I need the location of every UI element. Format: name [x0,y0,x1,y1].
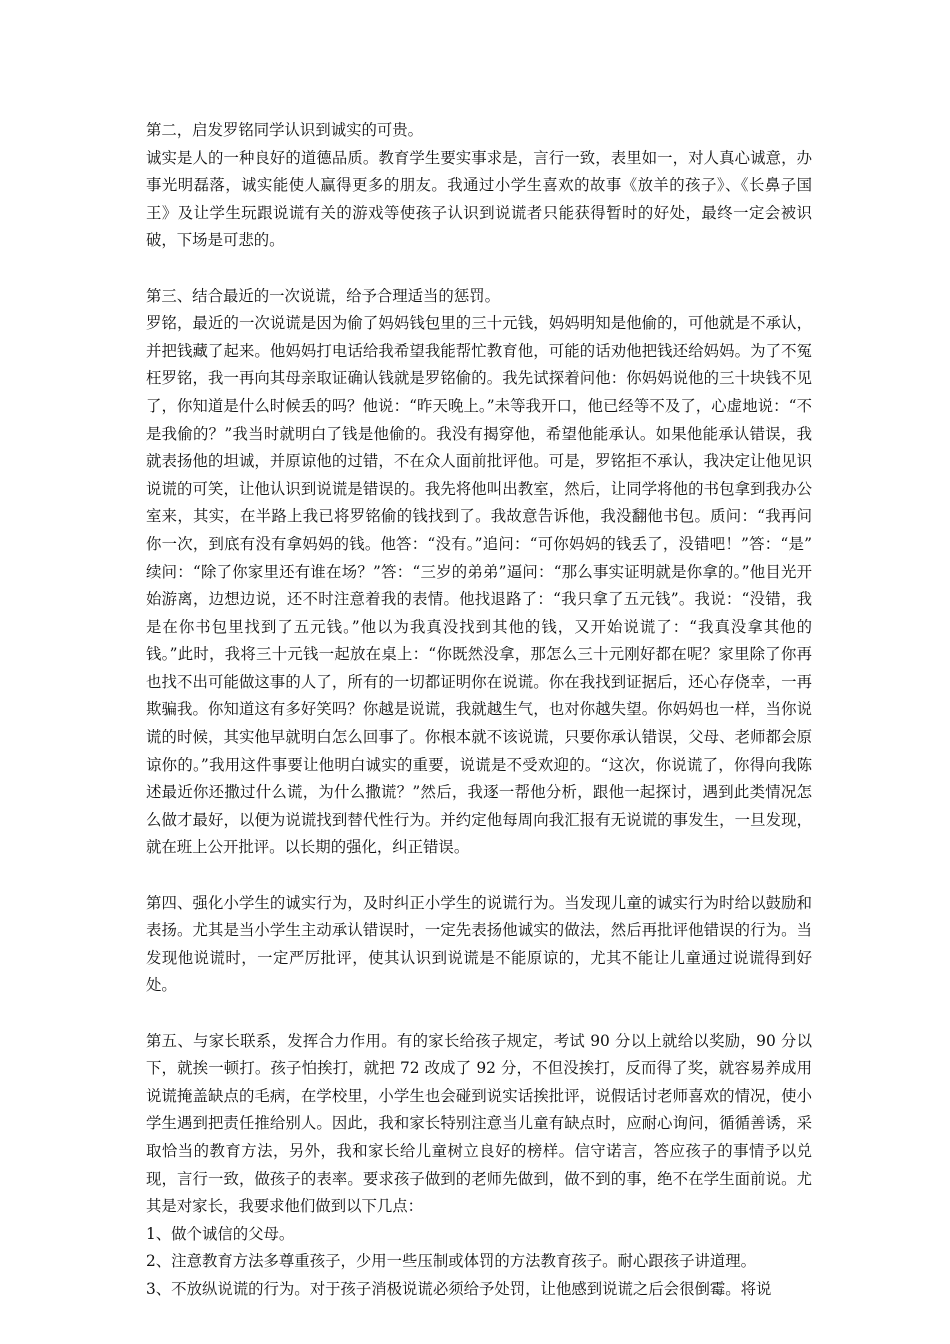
list-item: 3、不放纵说谎的行为。对于孩子消极说谎必须给予处罚，让他感到说谎之后会很倒霉。将说 [146,1279,772,1298]
section-three-heading: 第三、结合最近的一次说谎，给予合理适当的惩罚。 [146,286,500,305]
section-three [146,283,812,862]
list-item: 1、做个诚信的父母。 [146,1224,295,1243]
section-five-body: 第五、与家长联系，发挥合力作用。有的家长给孩子规定，考试 90 分以上就给以奖励，90 分以下，就挨一顿打。孩子怕挨打，就把 72 改成了 92 分，不但没挨打，反而得了奖，就容易养成用说谎掩盖缺点的毛病，在学校里，小学生也会碰到说实话挨批评，说假话讨老师喜欢的情况，使小学生遇到把责任推给别人。因此，我和家长特别注意当儿童有缺点时，应耐心询问，循循善诱，采取恰当的教育方法，另外，我和家长给儿童树立良好的榜样。信守诺言，答应孩子的事情予以兑现，言行一致，做孩子的表率。要求孩子做到的老师先做到，做不到的事，绝不在学生面前说。尤其是对家长，我要求他们做到以下几点： [146,1031,812,1216]
document-page [146,117,812,1304]
section-three-body: 罗铭，最近的一次说谎是因为偷了妈妈钱包里的三十元钱，妈妈明知是他偷的，可他就是不承认，并把钱藏了起来。他妈妈打电话给我希望我能帮忙教育他，可能的话劝他把钱还给妈妈。为了不冤枉罗铭，我一再向其母亲取证确认钱就是罗铭偷的。我先试探着问他：你妈妈说他的三十块钱不见了，你知道是什么时候丢的吗？他说：“昨天晚上。”未等我开口，他已经等不及了，心虚地说：“不是我偷的？”我当时就明白了钱是他偷的。我没有揭穿他，希望他能承认。如果他能承认错误，我就表扬他的坦诚，并原谅他的过错，不在众人面前批评他。可是，罗铭拒不承认，我决定让他见识说谎的可笑，让他认识到说谎是错误的。我先将他叫出教室，然后，让同学将他的书包拿到我办公室来，其实，在半路上我已将罗铭偷的钱找到了。我故意告诉他，我没翻他书包。质问：“我再问你一次，到底有没有拿妈妈的钱。他答：“没有。”追问：“可你妈妈的钱丢了，没错吧！”答：“是” 续问：“除了你家里还有谁在场？”答：“三岁的弟弟”逼问：“那么事实证明就是你拿的。”他目光开始游离，边想边说，还不时注意着我的表情。他找退路了：“我只拿了五元钱”。我说：“没错，我是在你书包里找到了五元钱。”他以为我真没找到其他的钱，又开始说谎了：“我真没拿其他的钱。”此时，我将三十元钱一起放在桌上：“你既然没拿，那怎么三十元刚好都在呢？家里除了你再也找不出可能做这事的人了，所有的一切都证明你在说谎。你在我找到证据后，还心存侥幸，一再欺骗我。你知道这有多好笑吗？你越是说谎，我就越生气，也对你越失望。你妈妈也一样，当你说谎的时候，其实他早就明白怎么回事了。你根本就不该说谎，只要你承认错误，父母、老师都会原谅你的。”我用这件事要让他明白诚实的重要，说谎是不受欢迎的。“这次，你说谎了，你得向我陈述最近你还撒过什么谎，为什么撒谎？”然后，我逐一帮他分析，跟他一起探讨，遇到此类情况怎么做才最好，以便为说谎找到替代性行为。并约定他每周向我汇报有无说谎的事发生，一旦发现，就在班上公开批评。以长期的强化，纠正错误。 [146,314,812,857]
section-five [146,1028,812,1304]
section-two [146,117,812,255]
section-two-body: 诚实是人的一种良好的道德品质。教育学生要实事求是，言行一致，表里如一，对人真心诚意，办事光明磊落，诚实能使人赢得更多的朋友。我通过小学生喜欢的故事《放羊的孩子》、《长鼻子国王》及让学生玩跟说谎有关的游戏等使孩子认识到说谎者只能获得暂时的好处，最终一定会被识破，下场是可悲的。 [146,148,812,250]
section-four [146,890,812,1000]
list-item: 2、注意教育方法多尊重孩子，少用一些压制或体罚的方法教育孩子。耐心跟孩子讲道理。 [146,1252,757,1271]
section-two-heading: 第二，启发罗铭同学认识到诚实的可贵。 [146,121,424,139]
section-four-body: 第四、强化小学生的诚实行为，及时纠正小学生的说谎行为。当发现儿童的诚实行为时给以鼓励和表扬。尤其是当小学生主动承认错误时，一定先表扬他诚实的做法，然后再批评他错误的行为。当发现他说谎时，一定严厉批评，使其认识到说谎是不能原谅的，尤其不能让儿童通过说谎得到好处。 [146,893,812,995]
